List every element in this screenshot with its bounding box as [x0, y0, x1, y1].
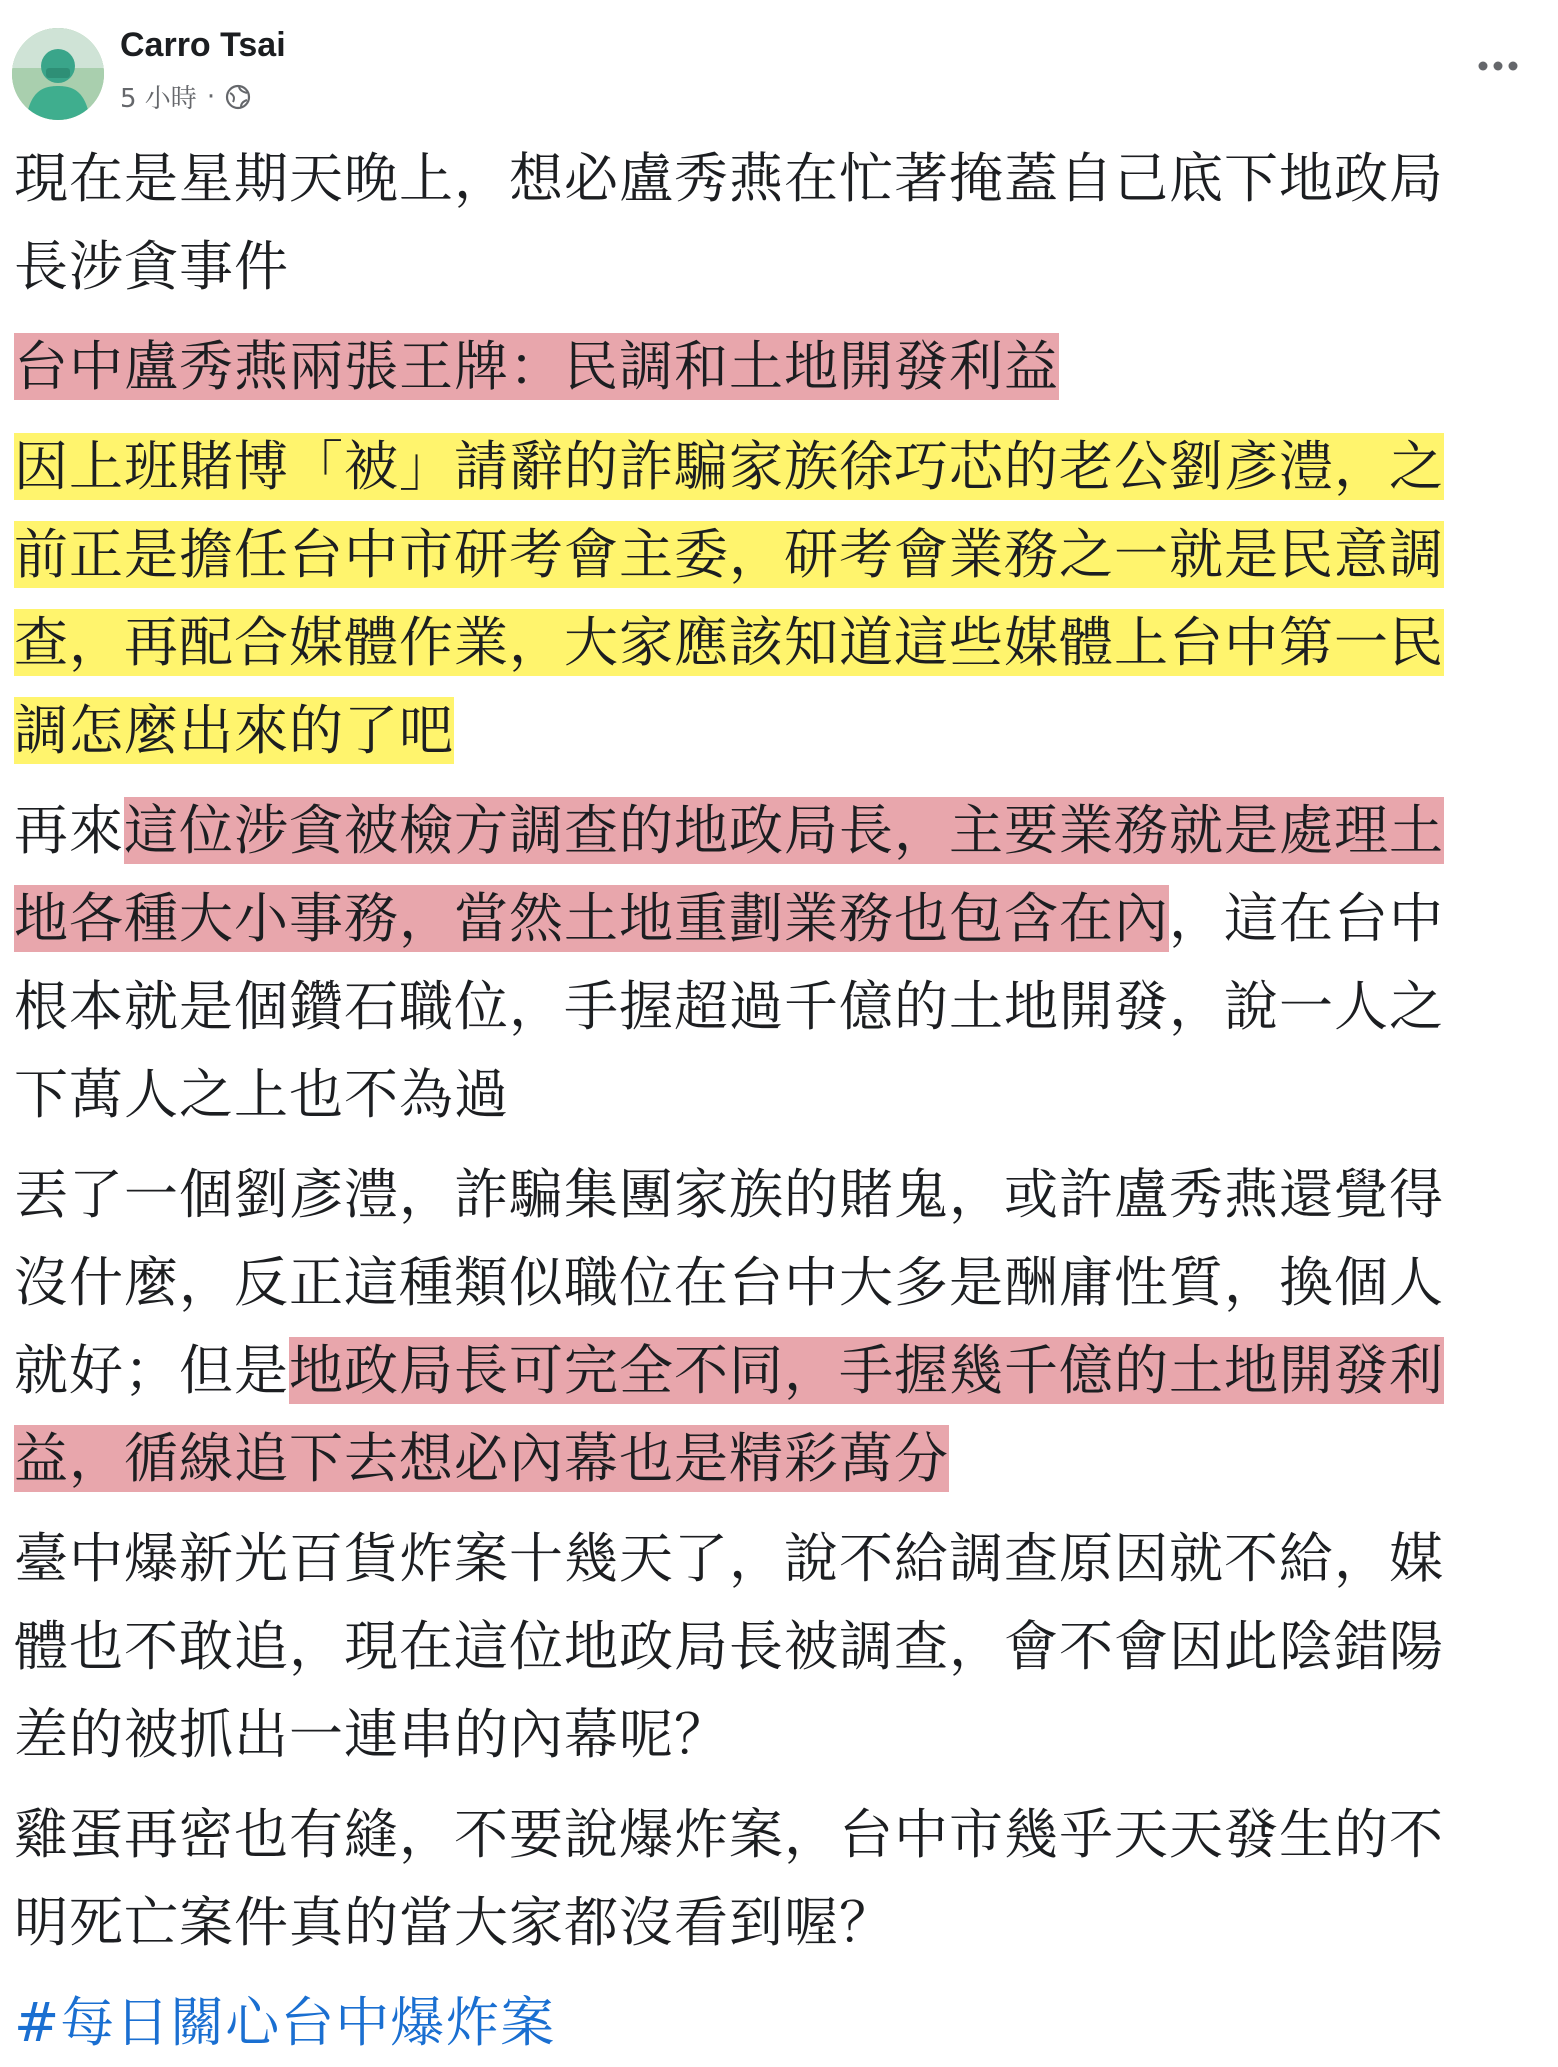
highlighted-text-red: 這位涉貪被檢方調查的地政局長，主要業務就是處理土地各種大小事務，當然土地重劃業務也包含在內 — [14, 799, 1444, 950]
text-segment: 雞蛋再密也有縫，不要說爆炸案，台中市幾乎天天發生的不明死亡案件真的當大家都沒看到喔？ — [14, 1803, 1444, 1954]
post-paragraph — [14, 1791, 1494, 1967]
meta-separator: · — [206, 81, 216, 112]
post-paragraph — [14, 135, 1494, 311]
post-paragraph — [14, 423, 1494, 775]
author-name[interactable]: Carro Tsai — [120, 26, 286, 64]
hashtag-link[interactable]: #每日關心台中爆炸案 — [14, 1991, 556, 2054]
post-header — [0, 0, 1558, 130]
globe-icon[interactable] — [225, 84, 251, 110]
highlighted-text-yellow: 因上班賭博「被」請辭的詐騙家族徐巧芯的老公劉彥澧，之前正是擔任台中市研考會主委，研考會業務之一就是民意調查，再配合媒體作業，大家應該知道這些媒體上台中第一民調怎麼出來的了吧 — [14, 435, 1444, 762]
post-meta — [120, 78, 251, 115]
post-body — [14, 135, 1494, 2067]
text-segment: 丟了一個劉彥澧，詐騙集團家族的賭鬼，或許盧秀燕還覺得沒什麼，反正這種類似職位在台中大多是酬庸性質，換個人就好；但是 — [14, 1163, 1444, 1402]
post-time[interactable]: 5 小時 — [120, 84, 197, 114]
post-text — [14, 135, 1494, 1967]
post-paragraph — [14, 323, 1494, 411]
avatar-image — [12, 28, 104, 120]
text-segment: ，這在台中根本就是個鑽石職位，手握超過千億的土地開發，說一人之下萬人之上也不為過 — [14, 887, 1444, 1126]
avatar[interactable] — [12, 28, 104, 120]
post-paragraph — [14, 1515, 1494, 1779]
highlighted-text-red: 台中盧秀燕兩張王牌：民調和土地開發利益 — [14, 335, 1059, 398]
post-paragraph — [14, 1151, 1494, 1503]
text-segment: 現在是星期天晚上，想必盧秀燕在忙著掩蓋自己底下地政局長涉貪事件 — [14, 147, 1444, 298]
more-options-button[interactable] — [1468, 46, 1528, 86]
highlighted-text-red: 地政局長可完全不同，手握幾千億的土地開發利益，循線追下去想必內幕也是精彩萬分 — [14, 1339, 1444, 1490]
more-dots-icon — [1468, 46, 1528, 86]
text-segment: 臺中爆新光百貨炸案十幾天了，說不給調查原因就不給，媒體也不敢追，現在這位地政局長被調查，會不會因此陰錯陽差的被抓出一連串的內幕呢？ — [14, 1527, 1444, 1766]
text-segment: 再來 — [14, 799, 124, 862]
post-paragraph — [14, 787, 1494, 1139]
